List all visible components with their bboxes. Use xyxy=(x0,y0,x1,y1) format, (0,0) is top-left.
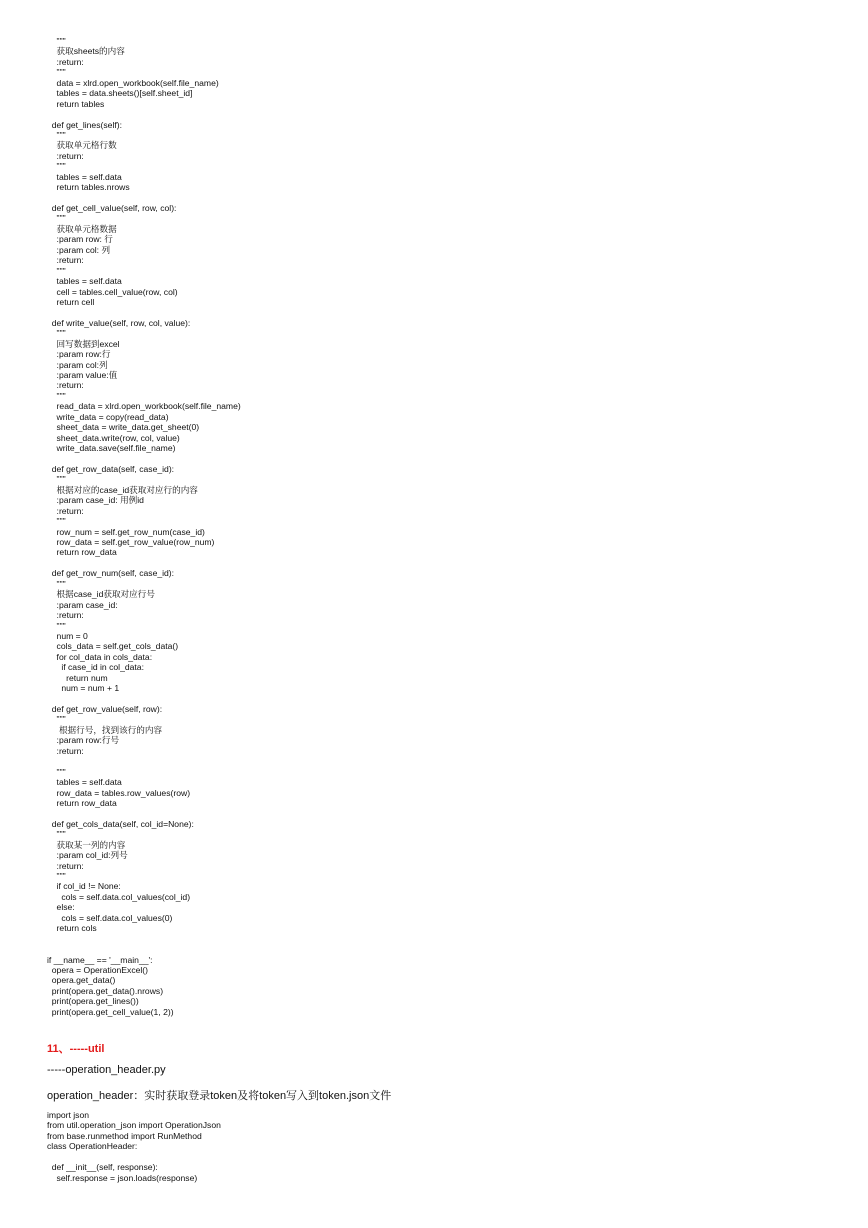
code-line: :param case_id: xyxy=(47,599,118,610)
code-line: def __init__(self, response): xyxy=(47,1162,158,1173)
code-block-operation-header xyxy=(47,1110,827,1183)
code-line: 回写数据到excel xyxy=(47,338,120,349)
code-line: return row_data xyxy=(47,797,117,808)
code-line: print(opera.get_data().nrows) xyxy=(47,985,164,996)
code-line: write_data.save(self.file_name) xyxy=(47,443,176,454)
code-line: return tables.nrows xyxy=(47,182,130,193)
code-line: import json xyxy=(47,1110,90,1120)
code-line: :param col:列 xyxy=(47,359,108,370)
code-line: if __name__ == '__main__': xyxy=(47,954,153,965)
code-line: def get_cell_value(self, row, col): xyxy=(47,203,177,213)
code-line xyxy=(47,944,827,954)
code-line: sheet_data = write_data.get_sheet(0) xyxy=(47,422,200,433)
code-line: :return: xyxy=(47,380,84,391)
code-line: print(opera.get_lines()) xyxy=(47,996,139,1007)
code-line: """ xyxy=(47,265,66,276)
code-line: """ xyxy=(47,578,66,589)
code-block-excel-operations xyxy=(47,36,827,1017)
code-line: return row_data xyxy=(47,547,117,558)
code-line: def get_lines(self): xyxy=(47,119,122,130)
code-line: class OperationHeader: xyxy=(47,1141,138,1152)
code-line: data = xlrd.open_workbook(self.file_name) xyxy=(47,77,219,88)
code-line: self.response = json.loads(response) xyxy=(47,1172,198,1183)
code-line xyxy=(47,307,827,317)
code-line: return cols xyxy=(47,923,97,934)
code-line: :return: xyxy=(47,255,84,266)
code-line: :return: xyxy=(47,56,84,67)
code-line: return cell xyxy=(47,296,95,307)
code-line: def get_cols_data(self, col_id=None): xyxy=(47,818,194,829)
code-line: def get_row_value(self, row): xyxy=(47,704,163,714)
code-line: if case_id in col_data: xyxy=(47,662,144,673)
code-line xyxy=(47,193,827,203)
code-line: 获取某一列的内容 xyxy=(47,839,126,850)
code-line: opera.get_data() xyxy=(47,975,116,986)
code-line: tables = self.data xyxy=(47,276,122,287)
code-line: :param case_id: 用例id xyxy=(47,495,144,506)
code-line: tables = self.data xyxy=(47,777,122,788)
code-line: """ xyxy=(47,714,66,725)
code-line: row_num = self.get_row_num(case_id) xyxy=(47,526,205,537)
code-line: for col_data in cols_data: xyxy=(47,651,153,662)
code-line: num = 0 xyxy=(47,630,88,641)
code-line: def write_value(self, row, col, value): xyxy=(47,317,191,328)
code-line: """ xyxy=(47,36,66,46)
code-line: from util.operation_json import OperationJson xyxy=(47,1120,221,1131)
code-line xyxy=(47,808,827,818)
code-line: 根据行号，找到该行的内容 xyxy=(47,724,163,735)
code-line: cols_data = self.get_cols_data() xyxy=(47,641,179,652)
code-line: cell = tables.cell_value(row, col) xyxy=(47,286,178,297)
code-line: :param col: 列 xyxy=(47,244,111,255)
code-line: :return: xyxy=(47,860,84,871)
code-line: """ xyxy=(47,829,66,840)
code-line: write_data = copy(read_data) xyxy=(47,411,169,422)
code-line xyxy=(47,1152,827,1162)
code-line: if col_id != None: xyxy=(47,881,121,892)
code-line: :param row:行 xyxy=(47,349,111,360)
code-line xyxy=(47,558,827,568)
code-line: print(opera.get_cell_value(1, 2)) xyxy=(47,1006,174,1017)
code-line: :return: xyxy=(47,150,84,161)
code-line: return tables xyxy=(47,98,105,109)
code-line: :param value:值 xyxy=(47,370,118,380)
code-line: opera = OperationExcel() xyxy=(47,964,149,975)
code-line xyxy=(47,756,827,766)
code-line: :return: xyxy=(47,745,84,756)
code-line: """ xyxy=(47,161,66,172)
file-name-heading: -----operation_header.py xyxy=(47,1064,166,1076)
code-line: :return: xyxy=(47,505,84,516)
code-line xyxy=(47,694,827,704)
code-line: 根据case_id获取对应行号 xyxy=(47,589,155,600)
code-line: """ xyxy=(47,516,66,527)
code-line: """ xyxy=(47,67,66,78)
code-line: 根据对应的case_id获取对应行的内容 xyxy=(47,484,198,495)
code-line: :param row:行号 xyxy=(47,735,120,746)
code-line: """ xyxy=(47,328,66,339)
code-line: row_data = self.get_row_value(row_num) xyxy=(47,537,215,547)
code-line: cols = self.data.col_values(0) xyxy=(47,912,173,923)
code-line: """ xyxy=(47,766,66,777)
code-line: """ xyxy=(47,390,66,401)
code-line: from base.runmethod import RunMethod xyxy=(47,1130,202,1141)
code-line: tables = data.sheets()[self.sheet_id] xyxy=(47,88,193,99)
code-line xyxy=(47,454,827,464)
code-line: 获取单元格行数 xyxy=(47,140,117,151)
file-description: operation_header：实时获取登录token及将token写入到token.json文件 xyxy=(47,1090,392,1102)
code-line: row_data = tables.row_values(row) xyxy=(47,787,191,798)
code-line: read_data = xlrd.open_workbook(self.file_name) xyxy=(47,401,241,412)
code-line: 获取单元格数据 xyxy=(47,223,117,234)
code-line: """ xyxy=(47,213,66,224)
code-line: num = num + 1 xyxy=(47,683,120,694)
code-line: sheet_data.write(row, col, value) xyxy=(47,432,180,443)
code-line: """ xyxy=(47,871,66,881)
code-line: return num xyxy=(47,672,108,683)
code-line: :return: xyxy=(47,610,84,621)
code-line xyxy=(47,109,827,119)
code-line: :param col_id:列号 xyxy=(47,850,128,861)
code-line: tables = self.data xyxy=(47,171,122,182)
code-line: """ xyxy=(47,129,66,140)
code-line: """ xyxy=(47,474,66,485)
code-line: """ xyxy=(47,620,66,631)
code-line: :param row: 行 xyxy=(47,234,113,245)
code-line: else: xyxy=(47,902,75,913)
code-line: cols = self.data.col_values(col_id) xyxy=(47,891,191,902)
code-line: def get_row_data(self, case_id): xyxy=(47,463,175,474)
code-line: def get_row_num(self, case_id): xyxy=(47,568,175,579)
code-line xyxy=(47,934,827,944)
code-line: 获取sheets的内容 xyxy=(47,46,125,57)
section-title: 11、-----util xyxy=(47,1043,105,1055)
